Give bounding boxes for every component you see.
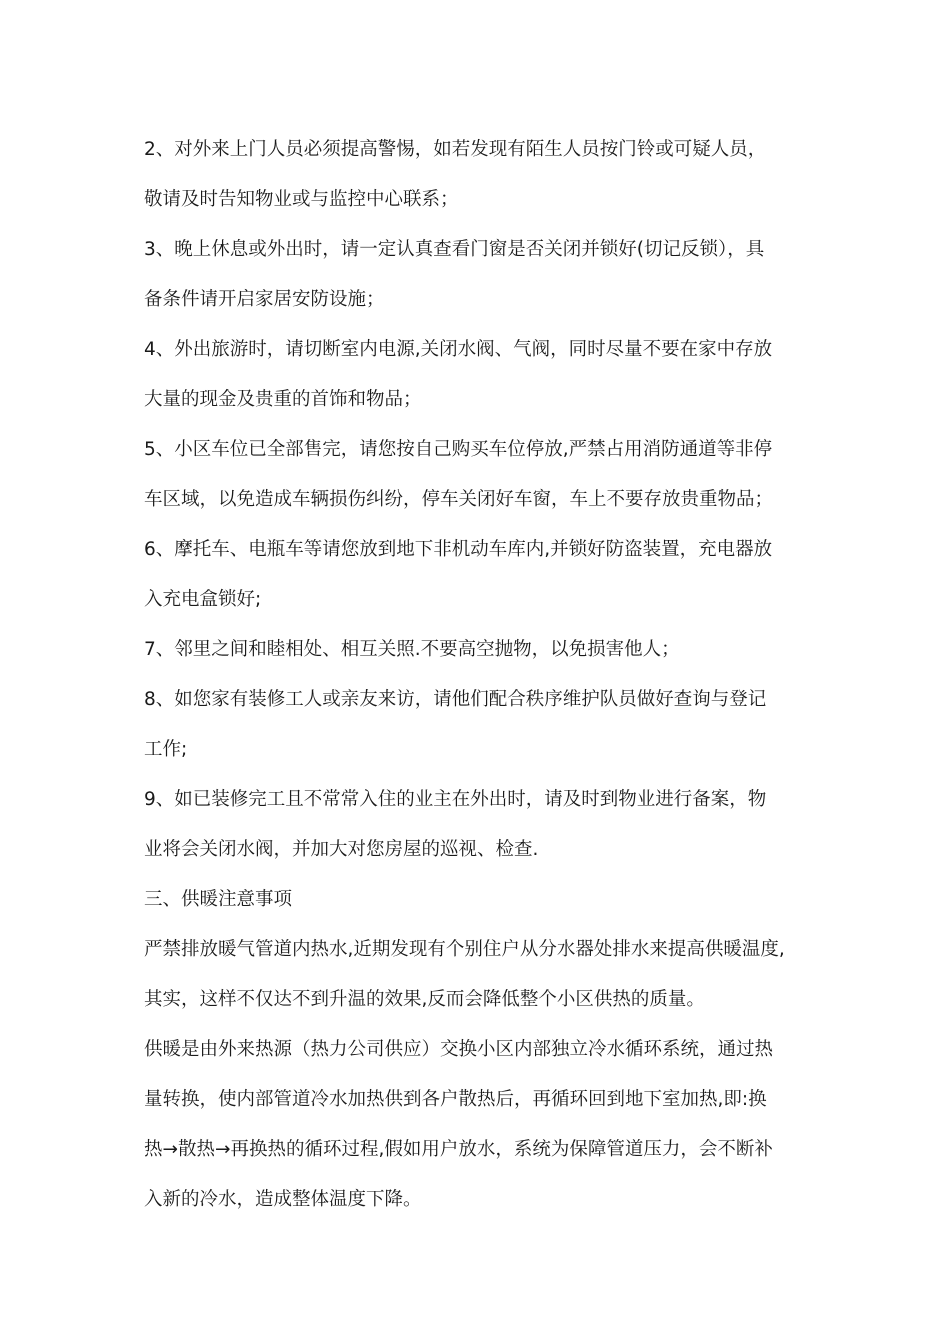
- document-body: [144, 125, 814, 1225]
- text-line: 备条件请开启家居安防设施；: [144, 289, 385, 310]
- text-line: 2、对外来上门人员必须提高警惕，如若发现有陌生人员按门铃或可疑人员，: [144, 139, 767, 160]
- text-line: 大量的现金及贵重的首饰和物品；: [144, 389, 422, 410]
- text-line: 量转换，使内部管道冷水加热供到各户散热后，再循环回到地下室加热,即:换: [144, 1089, 767, 1110]
- text-line: 其实，这样不仅达不到升温的效果,反而会降低整个小区供热的质量。: [144, 989, 705, 1010]
- text-line: 4、外出旅游时，请切断室内电源,关闭水阀、气阀，同时尽量不要在家中存放: [144, 339, 773, 360]
- text-line: 热→散热→再换热的循环过程,假如用户放水，系统为保障管道压力，会不断补: [144, 1139, 773, 1160]
- text-line: 严禁排放暖气管道内热水,近期发现有个别住户从分水器处排水来提高供暖温度,: [144, 939, 785, 960]
- text-line: 7、邻里之间和睦相处、相互关照.不要高空抛物，以免损害他人；: [144, 639, 680, 660]
- text-line: 工作;: [144, 739, 188, 760]
- text-line: 5、小区车位已全部售完，请您按自己购买车位停放,严禁占用消防通道等非停: [144, 439, 773, 460]
- text-line: 9、如已装修完工且不常常入住的业主在外出时，请及时到物业进行备案，物: [144, 789, 767, 810]
- text-line: 3、晚上休息或外出时，请一定认真查看门窗是否关闭并锁好(切记反锁），具: [144, 239, 765, 260]
- text-line: 供暖是由外来热源（热力公司供应）交换小区内部独立冷水循环系统，通过热: [144, 1039, 774, 1060]
- text-line: 敬请及时告知物业或与监控中心联系；: [144, 189, 459, 210]
- section-heading: 三、供暖注意事项: [144, 889, 293, 910]
- text-line: 入充电盒锁好;: [144, 589, 262, 610]
- text-line: 车区域，以免造成车辆损伤纠纷，停车关闭好车窗，车上不要存放贵重物品；: [144, 489, 774, 510]
- text-line: 入新的冷水，造成整体温度下降。: [144, 1189, 422, 1210]
- text-line: 6、摩托车、电瓶车等请您放到地下非机动车库内,并锁好防盗装置，充电器放: [144, 539, 773, 560]
- text-line: 业将会关闭水阀，并加大对您房屋的巡视、检查.: [144, 839, 539, 860]
- text-line: 8、如您家有装修工人或亲友来访，请他们配合秩序维护队员做好查询与登记: [144, 689, 767, 710]
